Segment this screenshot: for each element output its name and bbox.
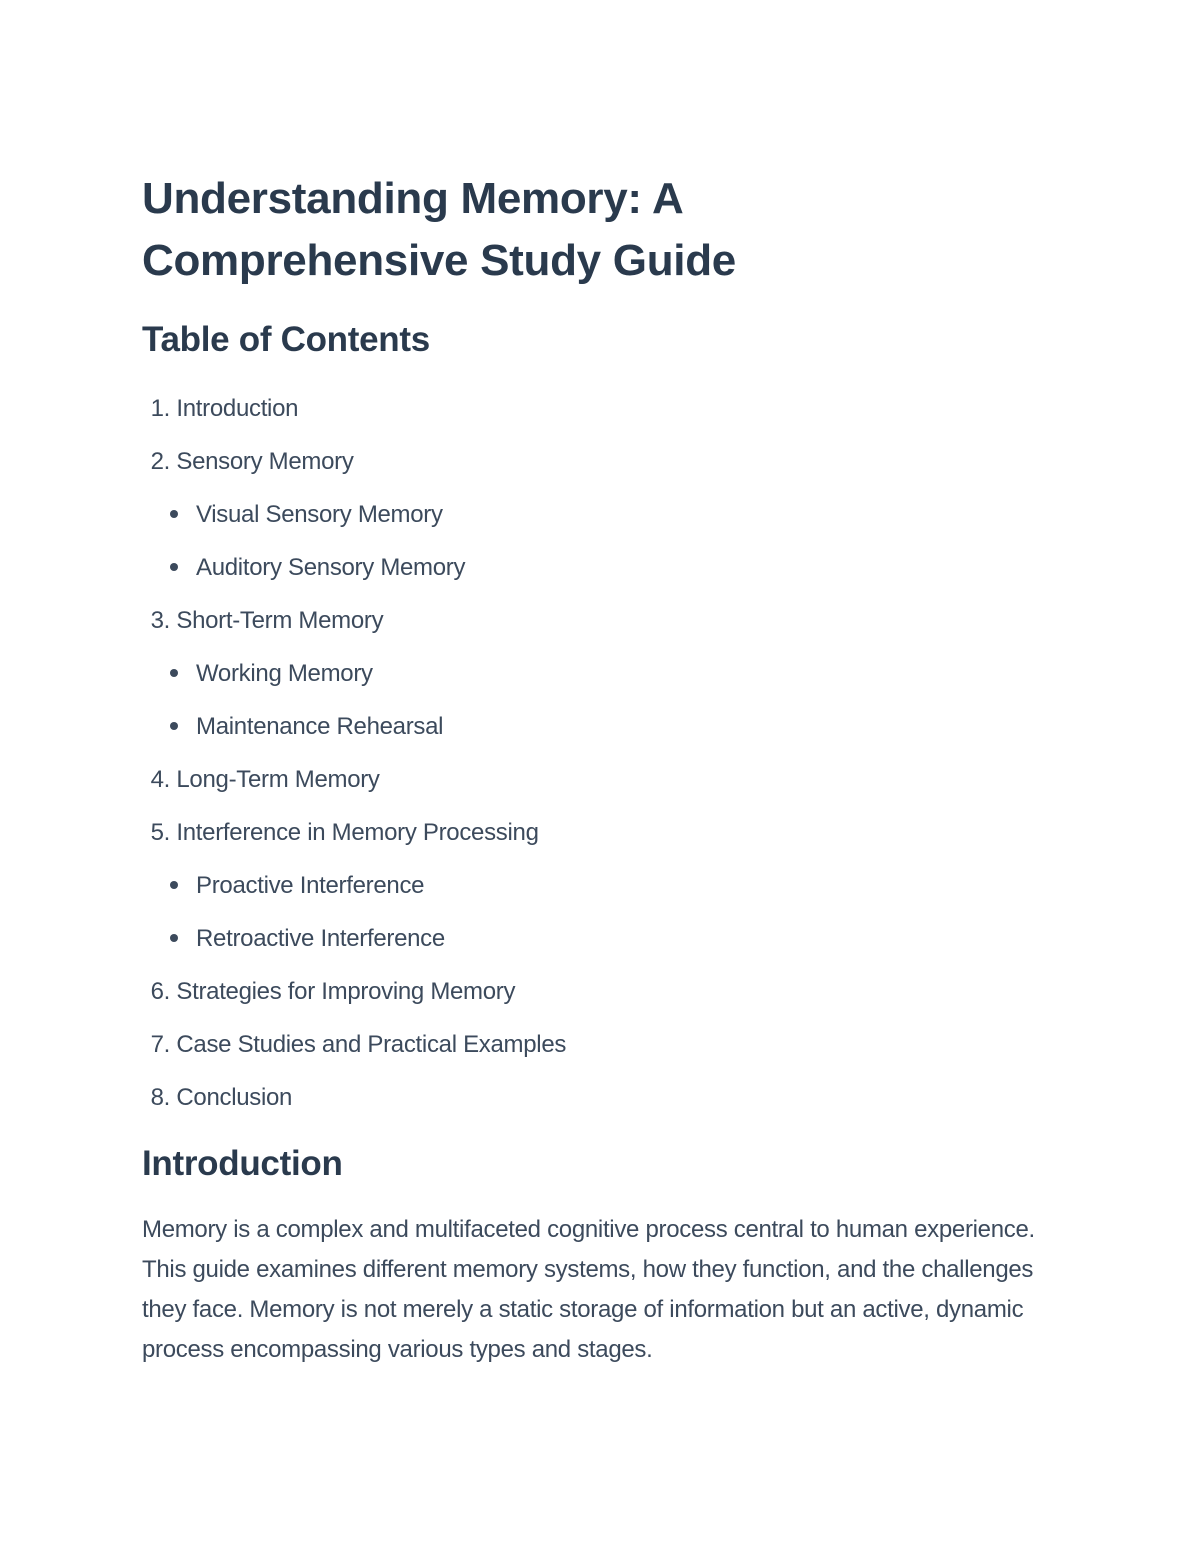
toc-item-case-studies[interactable] (142, 1018, 1082, 1071)
bullet-icon (170, 722, 178, 730)
toc-subitem-working-memory[interactable] (142, 647, 1082, 700)
toc-label: Introduction (176, 395, 299, 422)
toc-label: Working Memory (196, 660, 373, 687)
toc-number: 3. (150, 607, 170, 634)
toc-number: 4. (150, 766, 170, 793)
toc-label: Sensory Memory (176, 448, 354, 475)
toc-number: 8. (150, 1084, 170, 1111)
toc-subitem-auditory-sensory-memory[interactable] (142, 541, 1082, 594)
toc-number: 1. (150, 395, 170, 422)
toc-subitem-proactive-interference[interactable] (142, 859, 1082, 912)
toc-item-strategies[interactable] (142, 965, 1082, 1018)
table-of-contents (142, 382, 1082, 1124)
toc-label: Long-Term Memory (176, 766, 380, 793)
toc-heading: Table of Contents (142, 320, 430, 359)
toc-number: 2. (150, 448, 170, 475)
document-title-line-1: Understanding Memory: A (142, 174, 684, 223)
toc-item-long-term-memory[interactable] (142, 753, 1082, 806)
bullet-icon (170, 934, 178, 942)
document-title (142, 168, 1082, 292)
toc-label: Proactive Interference (196, 872, 425, 899)
toc-item-conclusion[interactable] (142, 1071, 1082, 1124)
toc-label: Case Studies and Practical Examples (176, 1031, 567, 1058)
toc-subitem-maintenance-rehearsal[interactable] (142, 700, 1082, 753)
toc-item-short-term-memory[interactable] (142, 594, 1082, 647)
bullet-icon (170, 563, 178, 571)
toc-label: Short-Term Memory (176, 607, 384, 634)
toc-item-interference[interactable] (142, 806, 1082, 859)
toc-label: Strategies for Improving Memory (176, 978, 516, 1005)
toc-number: 6. (150, 978, 170, 1005)
toc-subitem-visual-sensory-memory[interactable] (142, 488, 1082, 541)
document-page (142, 168, 1082, 1370)
toc-label: Interference in Memory Processing (176, 819, 539, 846)
toc-label: Maintenance Rehearsal (196, 713, 444, 740)
bullet-icon (170, 510, 178, 518)
document-title-line-2: Comprehensive Study Guide (142, 236, 736, 285)
toc-label: Visual Sensory Memory (196, 501, 443, 528)
toc-label: Auditory Sensory Memory (196, 554, 466, 581)
toc-number: 7. (150, 1031, 170, 1058)
bullet-icon (170, 669, 178, 677)
bullet-icon (170, 881, 178, 889)
toc-label: Conclusion (176, 1084, 293, 1111)
toc-label: Retroactive Interference (196, 925, 445, 952)
toc-item-sensory-memory[interactable] (142, 435, 1082, 488)
introduction-paragraph: Memory is a complex and multifaceted cognitive process central to human experience. This guide examines different memory systems, how they function, and the challenges they face. Memory is not merely a static storage of information but an active, dynamic process encompassing various types and stages. (142, 1216, 1035, 1363)
toc-item-introduction[interactable] (142, 382, 1082, 435)
toc-number: 5. (150, 819, 170, 846)
toc-subitem-retroactive-interference[interactable] (142, 912, 1082, 965)
introduction-heading: Introduction (142, 1144, 343, 1183)
